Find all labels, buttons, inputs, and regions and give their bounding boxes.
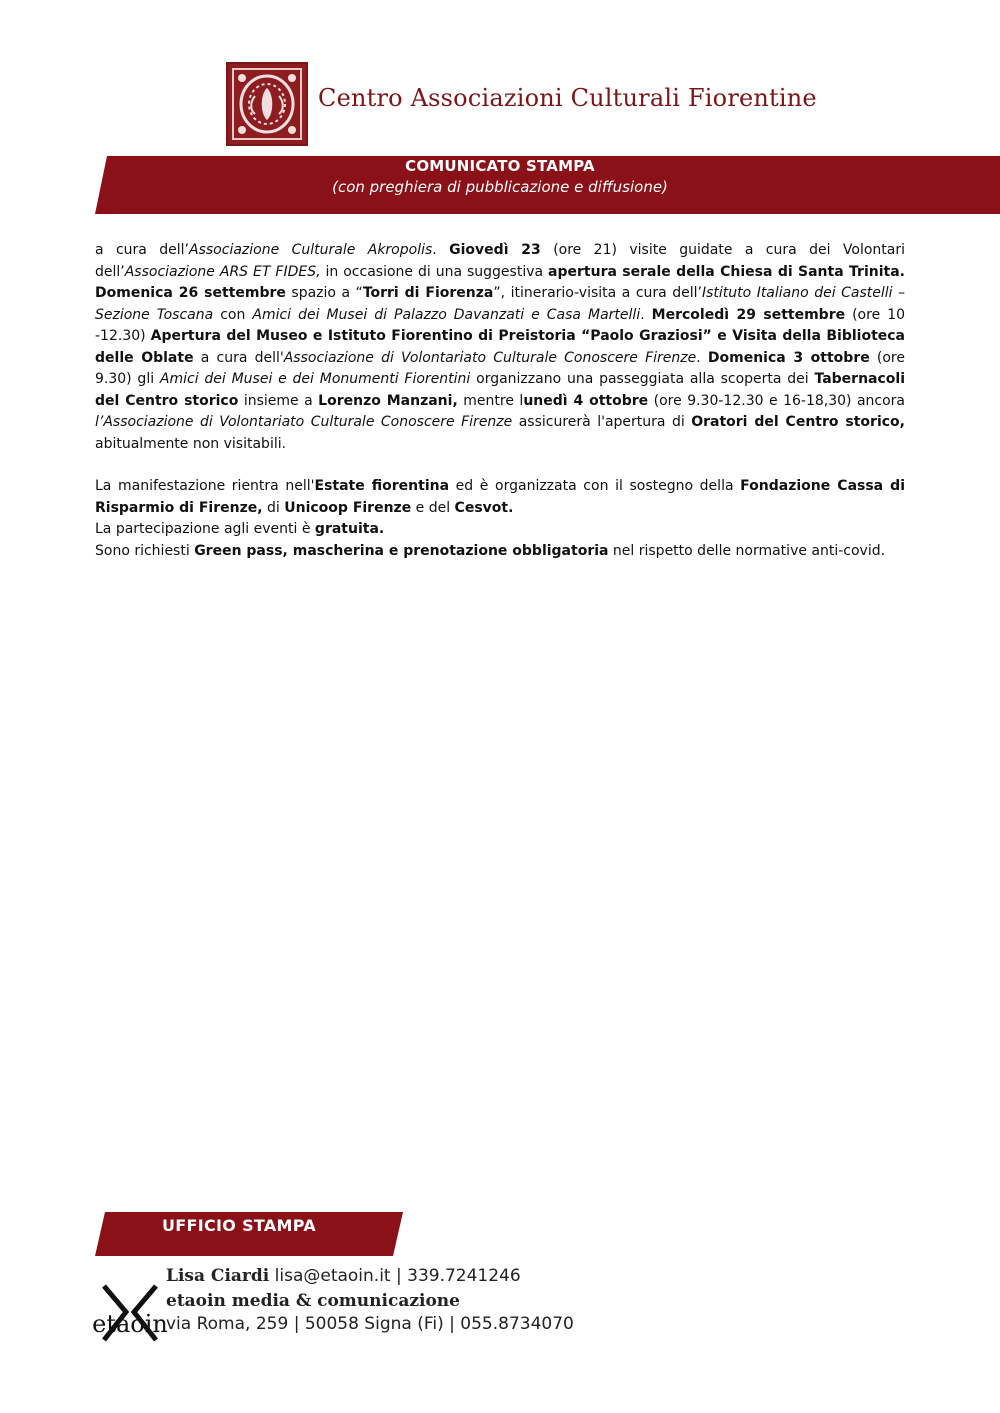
text-run: Amici dei Musei e dei Monumenti Fiorentini [159, 371, 471, 387]
text-run: Unicoop Firenze [284, 499, 412, 516]
text-run: di [262, 499, 285, 516]
text-run: Apertura del Museo e Istituto Fiorentino di Preistoria “Paolo Graziosi” e Visita della Biblioteca delle Oblate [95, 328, 906, 366]
banner-subtitle: (con preghiera di pubblicazione e diffusione) [332, 178, 668, 196]
text-run: (ore 9.30) gli [95, 349, 905, 387]
text-run: nel rispetto delle normative anti-covid. [608, 542, 886, 559]
text-run: Tabernacoli del Centro storico [95, 371, 905, 409]
text-run: insieme a [238, 392, 319, 409]
text-run: Associazione ARS ET FIDES, [124, 263, 321, 280]
text-run: . [640, 306, 652, 323]
text-run: con [213, 306, 253, 323]
text-run: ed è organizzata con il sostegno della [449, 478, 741, 494]
text-run: spazio a “ [285, 285, 363, 301]
text-run: Estate fiorentina [314, 478, 450, 494]
text-run: Green pass, mascherina e prenotazione obbligatoria [194, 542, 609, 559]
text-run: e del [411, 499, 455, 516]
text-run: . [696, 349, 708, 366]
text-run: La partecipazione agli eventi è [95, 521, 315, 537]
etaoin-logo-text: etaoin [92, 1310, 168, 1338]
paragraph-sponsors [95, 476, 905, 519]
agency-address: via Roma, 259 | 50058 Signa (Fi) | 055.8734070 [166, 1314, 574, 1334]
text-run: mentre l [457, 392, 524, 409]
text-run: Mercoledì 29 settembre [651, 306, 846, 323]
text-run: (ore 10 -12.30) [95, 306, 906, 344]
text-run: abitualmente non visitabili. [95, 435, 287, 452]
text-run: in occasione di una suggestiva [320, 263, 549, 280]
text-run: unedì 4 ottobre [523, 392, 649, 409]
text-run: gratuita. [314, 521, 385, 537]
text-run: Istituto Italiano dei Castelli – Sezione Toscana [95, 285, 906, 323]
text-run: a cura dell’ [95, 242, 190, 258]
text-run: La manifestazione rientra nell' [95, 478, 315, 494]
paragraph-free-entry [95, 519, 905, 541]
text-run: Amici dei Musei di Palazzo Davanzati e Casa Martelli [252, 306, 641, 323]
text-run: Giovedì 23 [449, 242, 541, 258]
text-run: Lorenzo Manzani, [318, 392, 458, 409]
text-run: Cesvot. [454, 499, 514, 516]
contact-line [166, 1266, 521, 1286]
text-run: a cura dell' [193, 349, 284, 366]
text-run: assicurerà l'apertura di [512, 414, 692, 430]
text-run: apertura serale della Chiesa di Santa Trinita. Domenica 26 settembre [95, 263, 905, 301]
contact-name: Lisa Ciardi [166, 1266, 270, 1286]
etaoin-logo [92, 1282, 168, 1344]
text-run: (ore 21) visite guidate a cura dei Volontari dell’ [95, 242, 905, 280]
text-run: Torri di Fiorenza [362, 285, 494, 301]
text-run: (ore 9.30-12.30 e 16-18,30) ancora [648, 392, 906, 409]
text-run: Fondazione Cassa di Risparmio di Firenze, [95, 478, 906, 516]
press-release-body [95, 240, 905, 562]
text-run: ”, itinerario-visita a cura dell’ [493, 285, 702, 301]
paragraph-events [95, 240, 905, 455]
text-run: Sono richiesti [95, 542, 195, 559]
organization-name: Centro Associazioni Culturali Fiorentine [318, 84, 817, 112]
text-run: Associazione Culturale Akropolis [189, 242, 433, 258]
text-run: l’Associazione di Volontariato Culturale Conoscere Firenze [95, 414, 513, 430]
paragraph-covid-rules [95, 541, 905, 563]
banner-title: COMUNICATO STAMPA [405, 157, 595, 175]
text-run: Associazione di Volontariato Culturale Conoscere Firenze [283, 349, 697, 366]
association-logo [226, 62, 308, 146]
agency-name: etaoin media & comunicazione [166, 1291, 460, 1311]
text-run: organizzano una passeggiata alla scoperta dei [470, 371, 815, 387]
press-office-label: UFFICIO STAMPA [162, 1216, 317, 1235]
text-run: Oratori del Centro storico, [691, 414, 905, 430]
contact-details[interactable]: lisa@etaoin.it | 339.7241246 [269, 1266, 521, 1286]
text-run: Domenica 3 ottobre [707, 349, 870, 366]
text-run: . [432, 242, 450, 258]
